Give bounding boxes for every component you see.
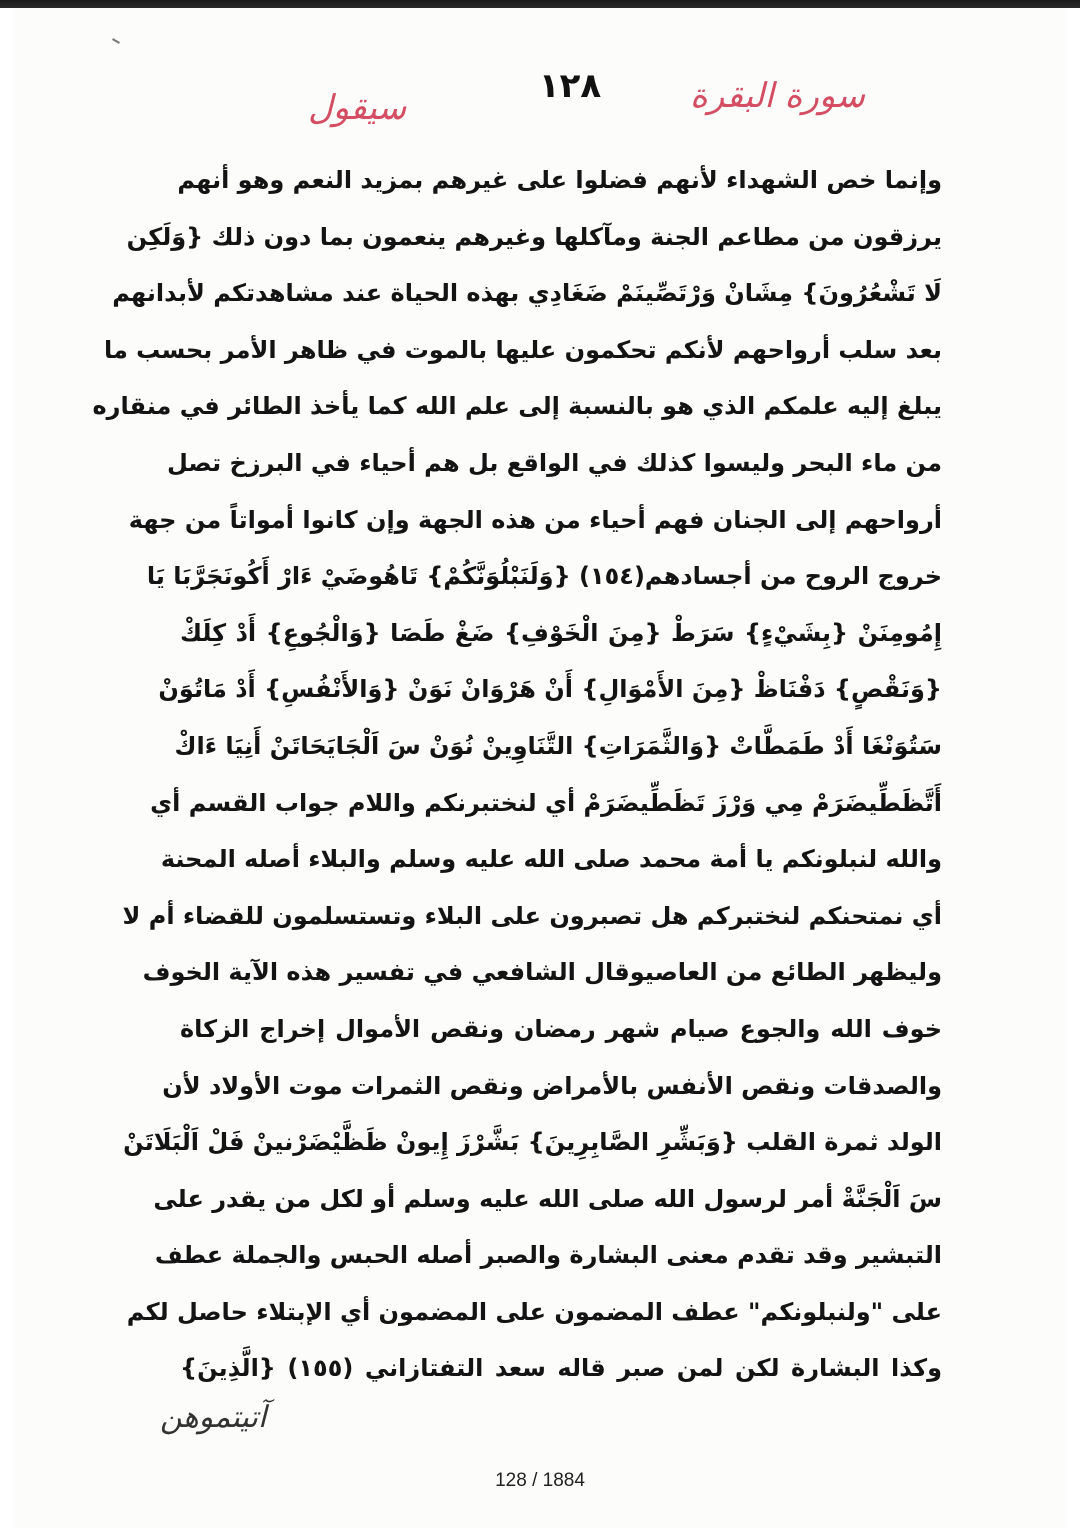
text-line: والله لنبلونكم يا أمة محمد صلى الله عليه وسلم والبلاء أصله المحنة xyxy=(160,845,942,874)
text-line: أي نمتحنكم لنختبركم هل تصبرون على البلاء وتستسلمون للقضاء أم لا xyxy=(122,901,942,930)
text-line: وكذا البشارة لكن لمن صبر قاله سعد التفتازاني (١٥٥) {الَّذِينَ} xyxy=(180,1354,943,1383)
page-body-text xyxy=(92,152,943,1397)
handwritten-surah-name: سورة البقرة xyxy=(690,76,865,116)
text-line: من ماء البحر وليسوا كذلك في الواقع بل هم أحياء في البرزخ تصل xyxy=(167,448,942,477)
text-line: خوف الله والجوع صيام شهر رمضان ونقص الأموال إخراج الزكاة xyxy=(180,1014,942,1043)
text-line: وإنما خص الشهداء لأنهم فضلوا على غيرهم بمزيد النعم وهو أنهم xyxy=(177,166,942,194)
text-line: لَا تَشْعُرُونَ} مِشَانْ وَرْتَصِّينَمْ ضَغَادِي بهذه الحياة عند مشاهدتكم لأبدانهم xyxy=(112,279,942,308)
text-line: وليظهر الطائع من العاصيوقال الشافعي في تفسير هذه الآية الخوف xyxy=(142,958,942,987)
text-line: خروج الروح من أجسادهم(١٥٤) {وَلَنَبْلُوَنَّكُمْ} تَاهُوضَيْ ءَارْ أَكُونَجَرَّبَا يَا xyxy=(146,562,942,591)
text-line: سَ اَلْجَنَّةْ أمر لرسول الله صلى الله عليه وسلم أو لكل من يقدر على xyxy=(153,1184,942,1213)
scan-top-edge xyxy=(0,0,1080,8)
text-line: إِمُومِنَنْ {بِشَيْءٍ} سَرَطْ {مِنَ الْخَوْفِ} ضَغْ طَصَا {وَالْجُوعِ} أَدْ كِلَكْ xyxy=(180,618,942,647)
text-line: يرزقون من مطاعم الجنة ومآكلها وغيرهم ينعمون بما دون ذلك {وَلَكِن xyxy=(126,222,942,251)
handwritten-juz-name: سيقول xyxy=(308,88,407,128)
text-line: {وَنَقْصٍ} دَفْنَاظْ {مِنَ الأَمْوَالِ} أَنْ هَرْوَانْ نَوَنْ {وَالأَنْفُسِ} أَدْ مَاتُوَنْ xyxy=(158,675,942,704)
text-line: يبلغ إليه علمكم الذي هو بالنسبة إلى علم الله كما يأخذ الطائر في منقاره xyxy=(92,392,942,421)
text-line: أَتَّظَطِّيضَرَمْ مِي وَرْزَ تَظَطِّيضَرَمْ أي لنختبرنكم واللام جواب القسم أي xyxy=(150,788,942,817)
handwritten-catchword: آتيتموهن xyxy=(160,1400,267,1435)
text-line: بعد سلب أرواحهم لأنكم تحكمون عليها بالموت في ظاهر الأمر بحسب ما xyxy=(103,335,942,364)
page-number: ١٢٨ xyxy=(538,66,602,106)
viewer-page-counter: 128 / 1884 xyxy=(495,1470,585,1491)
text-line: والصدقات ونقص الأنفس بالأمراض ونقص الثمرات موت الأولاد لأن xyxy=(162,1071,942,1100)
text-line: الولد ثمرة القلب {وَبَشِّرِ الصَّابِرِينَ} بَشَّرْزَ إِيونْ ظَظَّيْضَرْنينْ فَلْ اَلْبَلَاتَنْ xyxy=(123,1128,942,1157)
text-line: على "ولنبلونكم" عطف المضمون على المضمون أي الإبتلاء حاصل لكم xyxy=(126,1297,942,1326)
text-line: أرواحهم إلى الجنان فهم أحياء من هذه الجهة وإن كانوا أمواتاً من جهة xyxy=(128,505,942,534)
text-line: سَتُوَنْغَا أَدْ طَمَطَّاتْ {وَالثَّمَرَاتِ} التَّنَاوِينْ نُوَنْ سَ اَلْجَايَحَاتَنْ أَنِيَا ءَاكْ xyxy=(174,731,942,760)
text-line: التبشير وقد تقدم معنى البشارة والصبر أصله الحبس والجملة عطف xyxy=(154,1241,942,1270)
